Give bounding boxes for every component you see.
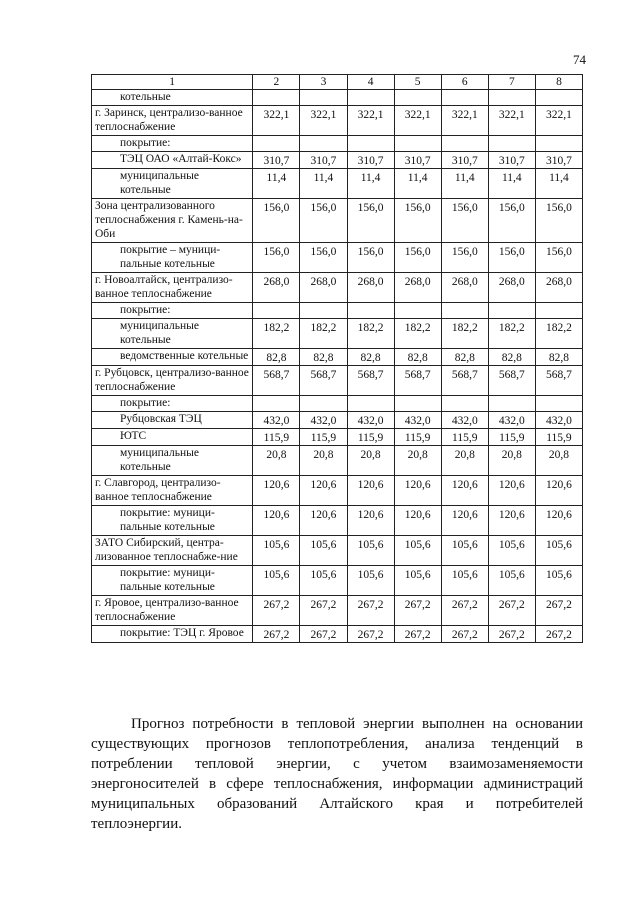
value-cell: 115,9: [488, 429, 535, 446]
value-cell: 267,2: [488, 626, 535, 643]
value-cell: 11,4: [347, 169, 394, 199]
value-cell: 115,9: [300, 429, 347, 446]
value-cell: 156,0: [253, 243, 300, 273]
value-cell: 310,7: [394, 152, 441, 169]
value-cell: 105,6: [488, 536, 535, 566]
value-cell: 322,1: [441, 106, 488, 136]
value-cell: 105,6: [347, 566, 394, 596]
value-cell: [300, 136, 347, 152]
value-cell: 82,8: [253, 349, 300, 366]
row-label: котельные: [92, 90, 253, 106]
value-cell: 156,0: [347, 243, 394, 273]
value-cell: 310,7: [535, 152, 582, 169]
value-cell: 156,0: [441, 243, 488, 273]
value-cell: 156,0: [488, 199, 535, 243]
value-cell: 568,7: [441, 366, 488, 396]
value-cell: 432,0: [253, 412, 300, 429]
value-cell: 268,0: [253, 273, 300, 303]
value-cell: 120,6: [441, 476, 488, 506]
value-cell: 267,2: [347, 596, 394, 626]
table-row: [92, 412, 583, 429]
value-cell: 156,0: [441, 199, 488, 243]
row-label: ТЭЦ ОАО «Алтай-Кокс»: [92, 152, 253, 169]
row-label: г. Славгород, централизо-ванное теплоснабжение: [92, 476, 253, 506]
value-cell: 105,6: [394, 536, 441, 566]
value-cell: 120,6: [300, 476, 347, 506]
value-cell: 156,0: [394, 199, 441, 243]
value-cell: 82,8: [488, 349, 535, 366]
table-row: [92, 243, 583, 273]
table-row: [92, 429, 583, 446]
value-cell: 568,7: [394, 366, 441, 396]
value-cell: 268,0: [347, 273, 394, 303]
row-label: покрытие:: [92, 396, 253, 412]
value-cell: 267,2: [394, 596, 441, 626]
column-header: 8: [535, 75, 582, 90]
value-cell: 322,1: [535, 106, 582, 136]
value-cell: [488, 90, 535, 106]
value-cell: 120,6: [394, 476, 441, 506]
value-cell: 182,2: [488, 319, 535, 349]
table-row: [92, 536, 583, 566]
value-cell: [253, 303, 300, 319]
value-cell: 568,7: [347, 366, 394, 396]
row-label: покрытие – муници-пальные котельные: [92, 243, 253, 273]
value-cell: 267,2: [300, 626, 347, 643]
value-cell: [347, 303, 394, 319]
value-cell: [300, 90, 347, 106]
value-cell: 20,8: [394, 446, 441, 476]
value-cell: [300, 396, 347, 412]
value-cell: 105,6: [300, 566, 347, 596]
table-row: [92, 446, 583, 476]
value-cell: [535, 396, 582, 412]
table-row: [92, 349, 583, 366]
value-cell: 120,6: [535, 476, 582, 506]
row-label: г. Рубцовск, централизо-ванное теплоснабжение: [92, 366, 253, 396]
column-header: 7: [488, 75, 535, 90]
value-cell: 11,4: [535, 169, 582, 199]
value-cell: 11,4: [441, 169, 488, 199]
value-cell: 267,2: [300, 596, 347, 626]
value-cell: 432,0: [535, 412, 582, 429]
heat-demand-table: [91, 74, 583, 643]
value-cell: 20,8: [253, 446, 300, 476]
table-row: [92, 303, 583, 319]
value-cell: 182,2: [300, 319, 347, 349]
value-cell: 105,6: [535, 536, 582, 566]
value-cell: 267,2: [253, 626, 300, 643]
value-cell: [394, 303, 441, 319]
table-body: [92, 90, 583, 643]
value-cell: 115,9: [347, 429, 394, 446]
row-label: ведомственные котельные: [92, 349, 253, 366]
value-cell: 432,0: [488, 412, 535, 429]
value-cell: 120,6: [347, 506, 394, 536]
value-cell: 105,6: [441, 566, 488, 596]
column-header: 1: [92, 75, 253, 90]
value-cell: 20,8: [441, 446, 488, 476]
value-cell: [253, 396, 300, 412]
table-row: [92, 273, 583, 303]
value-cell: 11,4: [253, 169, 300, 199]
value-cell: 120,6: [441, 506, 488, 536]
value-cell: 120,6: [488, 476, 535, 506]
value-cell: 267,2: [441, 596, 488, 626]
table-row: [92, 476, 583, 506]
value-cell: 20,8: [488, 446, 535, 476]
value-cell: 310,7: [253, 152, 300, 169]
value-cell: 310,7: [488, 152, 535, 169]
value-cell: 156,0: [347, 199, 394, 243]
row-label: муниципальные котельные: [92, 169, 253, 199]
value-cell: 310,7: [347, 152, 394, 169]
value-cell: 268,0: [394, 273, 441, 303]
row-label: покрытие:: [92, 136, 253, 152]
table-row: [92, 152, 583, 169]
value-cell: [441, 396, 488, 412]
value-cell: 432,0: [394, 412, 441, 429]
value-cell: [441, 303, 488, 319]
row-label: г. Заринск, централизо-ванное теплоснабжение: [92, 106, 253, 136]
row-label: ЮТС: [92, 429, 253, 446]
table-row: [92, 596, 583, 626]
table-row: [92, 106, 583, 136]
value-cell: 120,6: [300, 506, 347, 536]
value-cell: [394, 90, 441, 106]
value-cell: 568,7: [535, 366, 582, 396]
value-cell: 322,1: [347, 106, 394, 136]
value-cell: 568,7: [253, 366, 300, 396]
value-cell: 432,0: [300, 412, 347, 429]
value-cell: 322,1: [488, 106, 535, 136]
value-cell: 182,2: [441, 319, 488, 349]
value-cell: 182,2: [347, 319, 394, 349]
value-cell: 268,0: [300, 273, 347, 303]
value-cell: 120,6: [488, 506, 535, 536]
value-cell: 105,6: [347, 536, 394, 566]
value-cell: [394, 136, 441, 152]
value-cell: 322,1: [394, 106, 441, 136]
value-cell: 268,0: [535, 273, 582, 303]
value-cell: 105,6: [253, 536, 300, 566]
column-header: 2: [253, 75, 300, 90]
value-cell: 20,8: [535, 446, 582, 476]
value-cell: 105,6: [441, 536, 488, 566]
value-cell: [535, 90, 582, 106]
value-cell: [394, 396, 441, 412]
row-label: покрытие: муници-пальные котельные: [92, 506, 253, 536]
row-label: ЗАТО Сибирский, центра-лизованное теплоснабже-ние: [92, 536, 253, 566]
value-cell: 267,2: [441, 626, 488, 643]
value-cell: 82,8: [394, 349, 441, 366]
value-cell: 310,7: [300, 152, 347, 169]
value-cell: [253, 90, 300, 106]
value-cell: [441, 136, 488, 152]
table-row: [92, 396, 583, 412]
value-cell: 267,2: [535, 626, 582, 643]
value-cell: 20,8: [300, 446, 347, 476]
value-cell: 267,2: [253, 596, 300, 626]
value-cell: 105,6: [300, 536, 347, 566]
value-cell: 267,2: [347, 626, 394, 643]
value-cell: 182,2: [394, 319, 441, 349]
value-cell: 105,6: [488, 566, 535, 596]
table-row: [92, 506, 583, 536]
table-header-row: [92, 75, 583, 90]
value-cell: 115,9: [394, 429, 441, 446]
value-cell: 322,1: [253, 106, 300, 136]
column-header: 5: [394, 75, 441, 90]
row-label: г. Новоалтайск, централизо-ванное теплоснабжение: [92, 273, 253, 303]
table-row: [92, 90, 583, 106]
table-row: [92, 136, 583, 152]
value-cell: 105,6: [535, 566, 582, 596]
value-cell: 156,0: [300, 199, 347, 243]
value-cell: 268,0: [441, 273, 488, 303]
value-cell: [347, 90, 394, 106]
row-label: г. Яровое, централизо-ванное теплоснабжение: [92, 596, 253, 626]
column-header: 3: [300, 75, 347, 90]
row-label: покрытие: ТЭЦ г. Яровое: [92, 626, 253, 643]
value-cell: [535, 303, 582, 319]
body-paragraph: Прогноз потребности в тепловой энергии выполнен на основании существующих прогнозов теплопотребления, анализа тенденций в потреблении тепловой энергии, с учетом взаимозаменяемости энергоносителей в сфере теплоснабжения, информации администраций муниципальных образований Алтайского края и потребителей теплоэнергии.: [91, 716, 583, 832]
column-header: 6: [441, 75, 488, 90]
value-cell: 11,4: [300, 169, 347, 199]
table-row: [92, 319, 583, 349]
row-label: муниципальные котельные: [92, 319, 253, 349]
value-cell: 105,6: [253, 566, 300, 596]
value-cell: 267,2: [488, 596, 535, 626]
value-cell: 322,1: [300, 106, 347, 136]
row-label: покрытие:: [92, 303, 253, 319]
value-cell: [441, 90, 488, 106]
value-cell: [488, 396, 535, 412]
column-header: 4: [347, 75, 394, 90]
value-cell: 182,2: [253, 319, 300, 349]
page-number: 74: [573, 52, 586, 67]
value-cell: 120,6: [253, 476, 300, 506]
row-label: Рубцовская ТЭЦ: [92, 412, 253, 429]
value-cell: [535, 136, 582, 152]
value-cell: 156,0: [300, 243, 347, 273]
table-row: [92, 366, 583, 396]
value-cell: 267,2: [535, 596, 582, 626]
table-row: [92, 169, 583, 199]
table-row: [92, 626, 583, 643]
value-cell: 156,0: [488, 243, 535, 273]
value-cell: 156,0: [535, 199, 582, 243]
value-cell: 115,9: [253, 429, 300, 446]
value-cell: [488, 136, 535, 152]
value-cell: 82,8: [535, 349, 582, 366]
value-cell: [300, 303, 347, 319]
value-cell: 105,6: [394, 566, 441, 596]
value-cell: [347, 396, 394, 412]
value-cell: [488, 303, 535, 319]
value-cell: 120,6: [253, 506, 300, 536]
value-cell: 82,8: [441, 349, 488, 366]
value-cell: 11,4: [488, 169, 535, 199]
value-cell: 432,0: [441, 412, 488, 429]
value-cell: 115,9: [441, 429, 488, 446]
value-cell: 310,7: [441, 152, 488, 169]
value-cell: 82,8: [347, 349, 394, 366]
value-cell: [253, 136, 300, 152]
value-cell: 11,4: [394, 169, 441, 199]
value-cell: 120,6: [394, 506, 441, 536]
value-cell: 82,8: [300, 349, 347, 366]
value-cell: 120,6: [535, 506, 582, 536]
row-label: муниципальные котельные: [92, 446, 253, 476]
value-cell: 115,9: [535, 429, 582, 446]
value-cell: 268,0: [488, 273, 535, 303]
value-cell: 432,0: [347, 412, 394, 429]
value-cell: 568,7: [488, 366, 535, 396]
row-label: покрытие: муници-пальные котельные: [92, 566, 253, 596]
value-cell: 182,2: [535, 319, 582, 349]
row-label: Зона централизованного теплоснабжения г. Камень-на-Оби: [92, 199, 253, 243]
value-cell: [347, 136, 394, 152]
table-row: [92, 199, 583, 243]
value-cell: 156,0: [394, 243, 441, 273]
value-cell: 20,8: [347, 446, 394, 476]
value-cell: 267,2: [394, 626, 441, 643]
value-cell: 568,7: [300, 366, 347, 396]
table-row: [92, 566, 583, 596]
value-cell: 156,0: [253, 199, 300, 243]
value-cell: 120,6: [347, 476, 394, 506]
value-cell: 156,0: [535, 243, 582, 273]
